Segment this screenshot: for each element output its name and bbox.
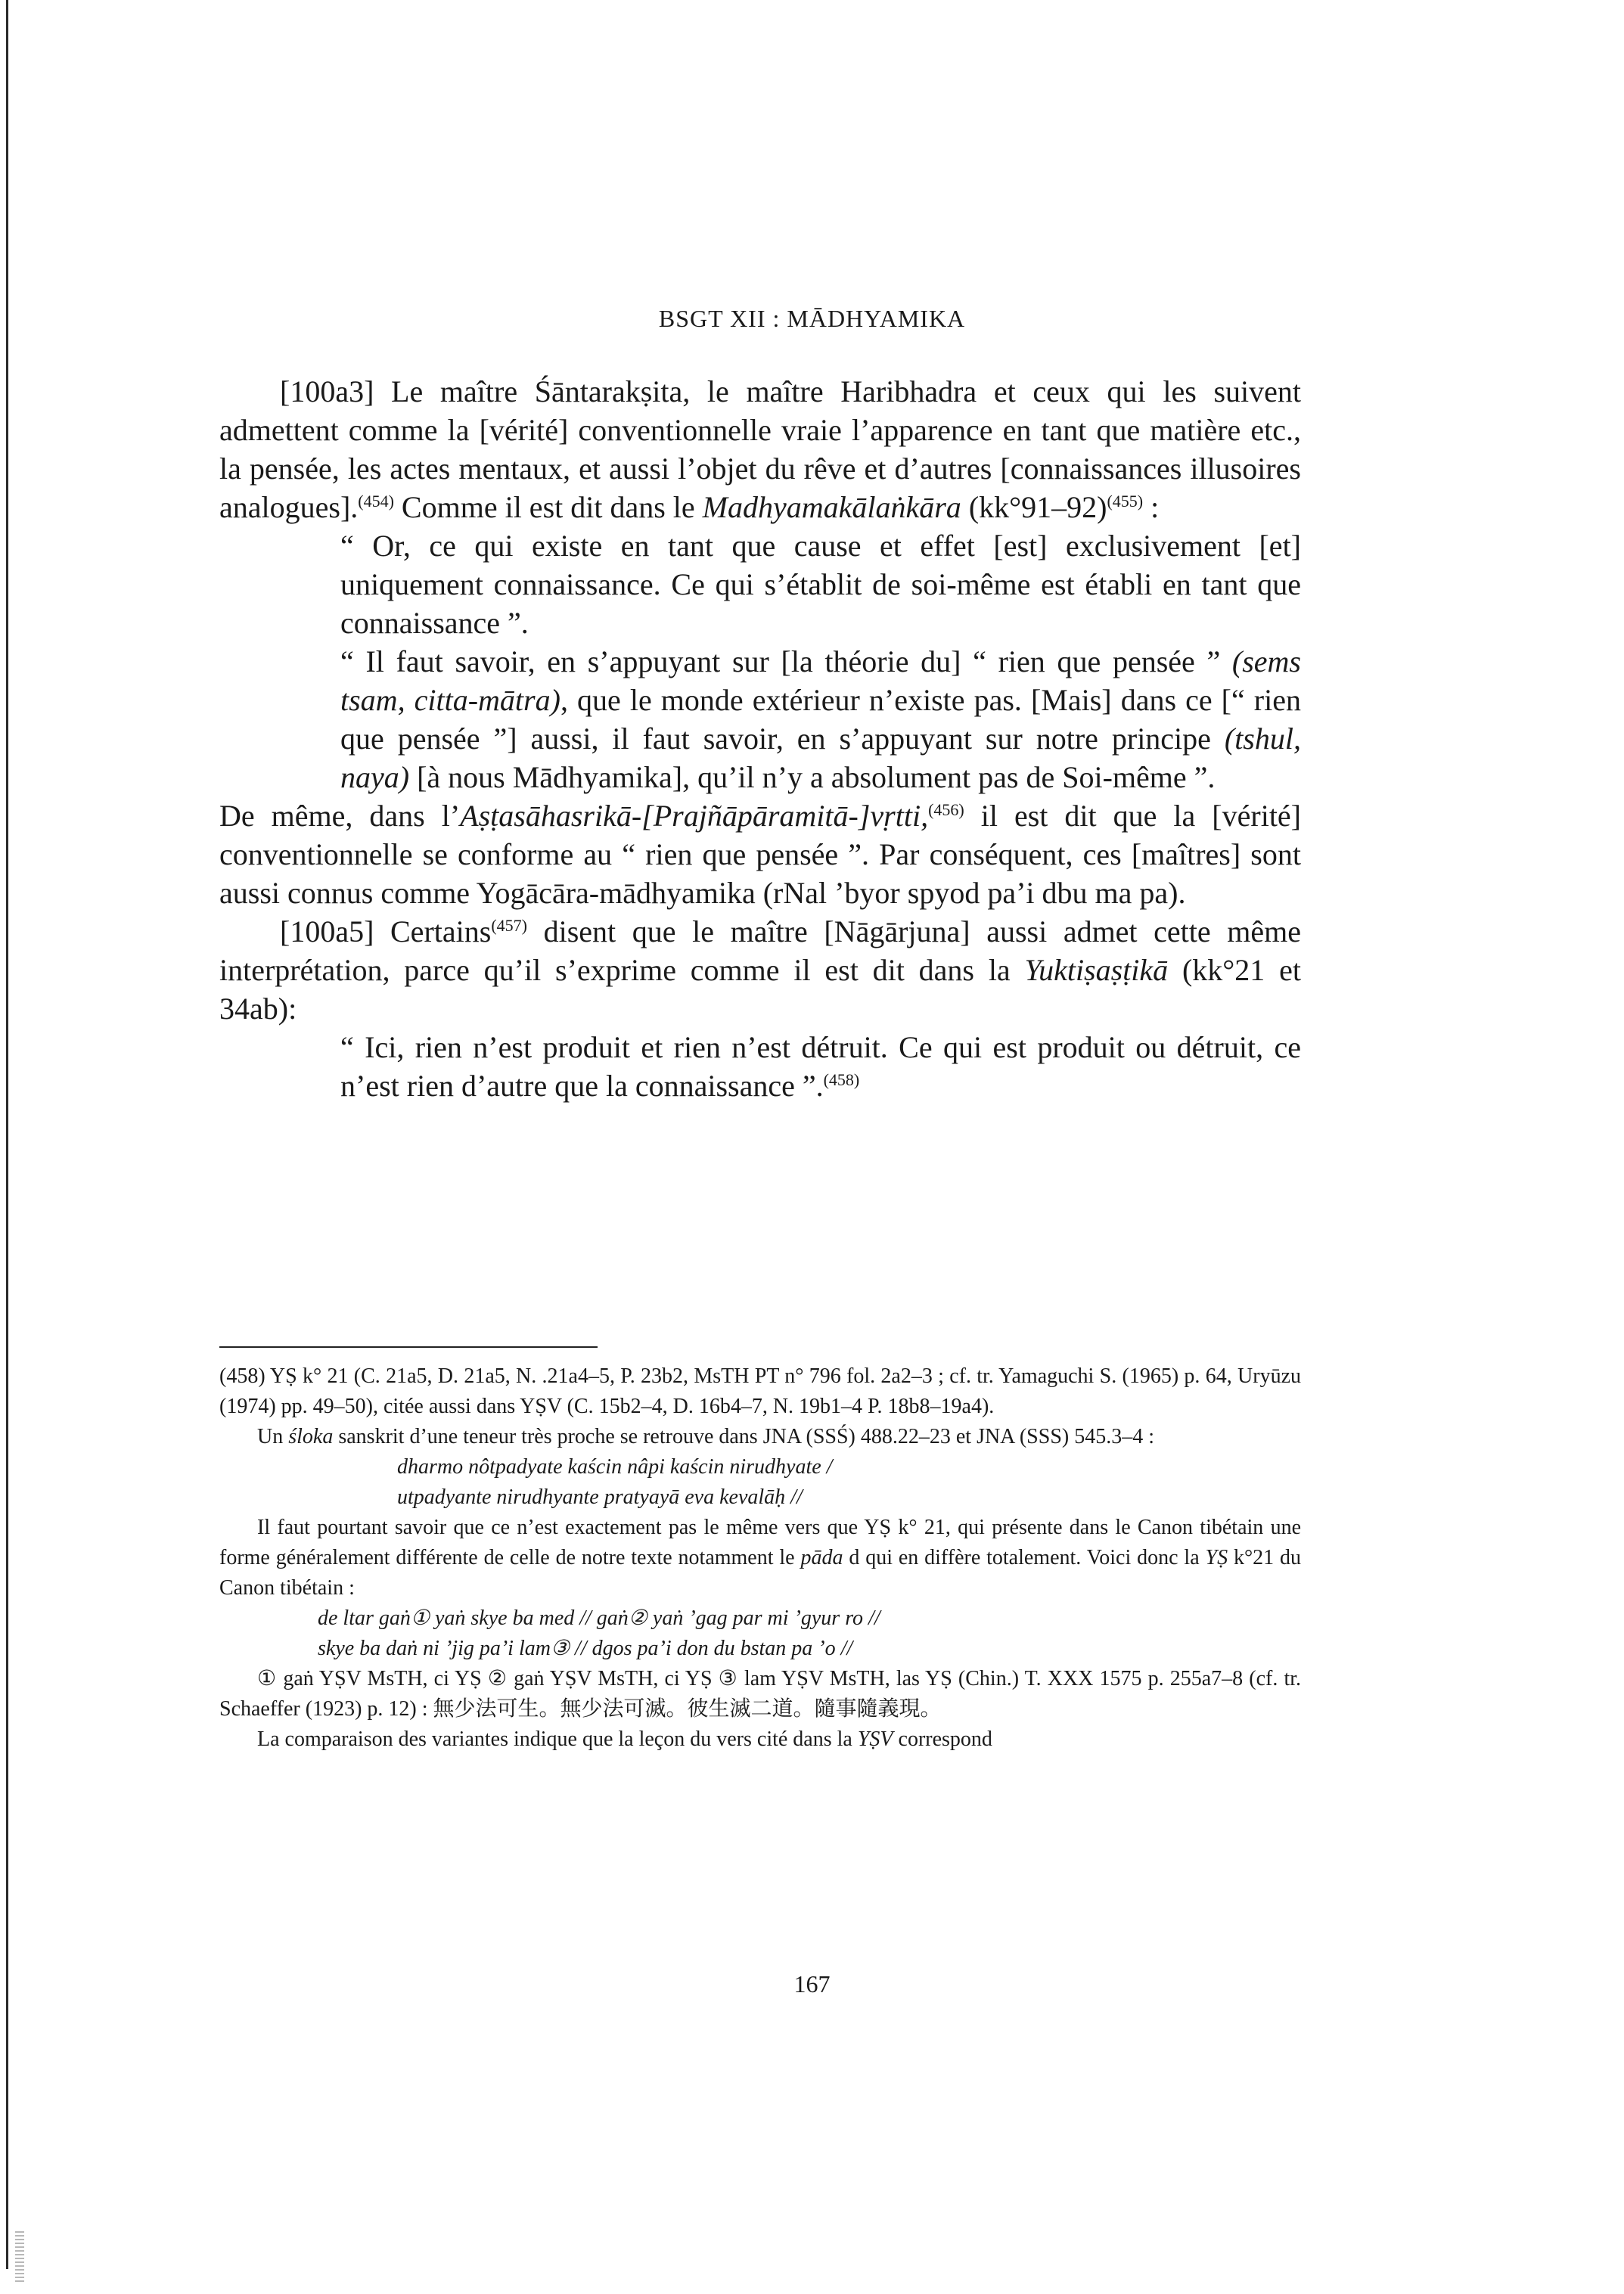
verse-line: utpadyante nirudhyante pratyayā eva kevalāḥ //: [397, 1485, 803, 1509]
paragraph-3: [100a5] Certains$^{(457)}$ disent que le maître [Nāgārjuna] aussi admet cette même interprétation, parce qu’il s’exprime comme il est dit dans la Yuktiṣaṣṭikā (kk°21 et 34ab):: [219, 914, 1301, 1026]
paragraph-2: De même, dans l’Aṣṭasāhasrikā-[Prajñāpāramitā-]vṛtti,$^{(456)}$ il est dit que la [vérité] conventionnelle se conforme au “ rien que pensée ”. Par conséquent, ces [maîtres] sont aussi connus comme Yogācāra-mādhyamika (rNal ’byor spyod pa’i dbu ma pa).: [219, 799, 1302, 910]
footnote-ref-458: (458): [823, 1070, 860, 1089]
work-title: Yuktiṣaṣṭikā: [1024, 953, 1169, 987]
footnote-para: Un śloka sanskrit d’une teneur très proche se retrouve dans JNA (SSŚ) 488.22–23 et JNA (SSS) 545.3–4 :: [257, 1425, 1154, 1448]
page-number: 167: [793, 1970, 831, 1998]
scan-artifact: [15, 2231, 24, 2284]
verse-line: skye ba daṅ ni ’jig pa’i lam③ // dgos pa’i don du bstan pa ’o //: [318, 1637, 853, 1660]
footnote-para: Il faut pourtant savoir que ce n’est exactement pas le même vers que YṢ k° 21, qui présente dans le Canon tibétain une forme généralement différente de celle de notre texte notamment le pāda d qui en diffère totalement. Voici donc la YṢ k°21 du Canon tibétain :: [219, 1516, 1302, 1600]
quote-3: “ Ici, rien n’est produit et rien n’est détruit. Ce qui est produit ou détruit, ce n’est rien d’autre que la connaissance ”.$^{(458)}$: [340, 1030, 1301, 1103]
footnote-ref-454: (454): [358, 492, 394, 511]
footnote-ref-455: (455): [1107, 492, 1144, 511]
footnote-para: La comparaison des variantes indique que la leçon du vers cité dans la YṢV correspond: [257, 1727, 992, 1751]
work-title: Aṣṭasāhasrikā-[Prajñāpāramitā-]vṛtti,: [460, 799, 929, 833]
verse-line: dharmo nôtpadyate kaścin nâpi kaścin nirudhyate /: [397, 1455, 833, 1479]
running-header: BSGT XII : MĀDHYAMIKA: [658, 305, 966, 332]
footnote-ref-456: (456): [928, 800, 964, 819]
work-title: Madhyamakālaṅkāra: [702, 490, 961, 524]
verse-line: de ltar gaṅ① yaṅ skye ba med // gaṅ② yaṅ ’gag par mi ’gyur ro //: [318, 1606, 880, 1630]
footnotes: [219, 1361, 1301, 1755]
footnote-458: (458) YṢ k° 21 (C. 21a5, D. 21a5, N. .21a4–5, P. 23b2, MsTH PT n° 796 fol. 2a2–3 ; cf. tr. Yamaguchi S. (1965) p. 64, Uryūzu (1974) pp. 49–50), citée aussi dans YṢV (C. 15b2–4, D. 16b4–7, N. 19b1–4 P. 18b8–19a4).: [219, 1364, 1301, 1418]
paragraph-1: [100a3] Le maître Śāntarakṣita, le maître Haribhadra et ceux qui les suivent admettent comme la [vérité] conventionnelle vraie l’apparence en tant que matière etc., la pensée, les actes mentaux, et aussi l’objet du rêve et d’autres [connaissances illusoires analogues].$^{(454)}$ Comme il est dit dans le Madhyamakālaṅkāra (kk°91–92)$^{(455)}$ :: [219, 374, 1301, 524]
quote-1: “ Or, ce qui existe en tant que cause et effet [est] exclusivement [et] uniquement connaissance. Ce qui s’établit de soi-même est établi en tant que connaissance ”.: [340, 529, 1301, 640]
main-text: [219, 372, 1301, 1105]
quote-2: “ Il faut savoir, en s’appuyant sur [la théorie du] “ rien que pensée ” (sems tsam, citta-mātra), que le monde extérieur n’existe pas. [Mais] dans ce [“ rien que pensée ”] aussi, il faut savoir, en s’appuyant sur notre principe (tshul, naya) [à nous Mādhyamika], qu’il n’y a absolument pas de Soi-même ”.: [340, 644, 1301, 794]
footnote-rule: [219, 1346, 598, 1348]
scan-edge: [6, 0, 8, 2269]
footnote-para: ① gaṅ YṢV MsTH, ci YṢ ② gaṅ YṢV MsTH, ci YṢ ③ lam YṢV MsTH, las YṢ (Chin.) T. XXX 1575 p. 255a7–8 (cf. tr. Schaeffer (1923) p. 12) : 無少法可生。無少法可滅。彼生滅二道。隨事隨義現。: [219, 1667, 1301, 1721]
footnote-ref-457: (457): [491, 916, 527, 935]
